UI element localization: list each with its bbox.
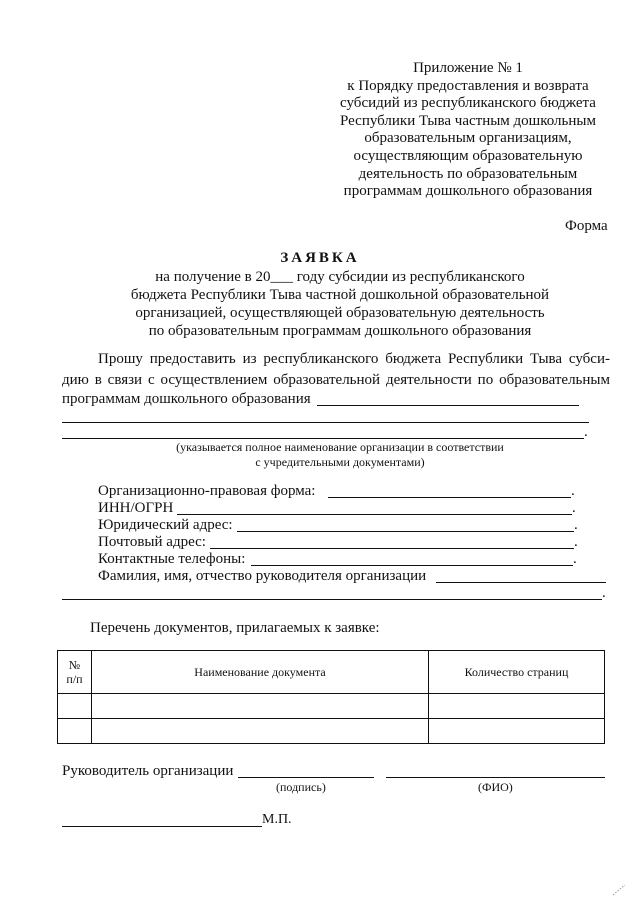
documents-heading: Перечень документов, прилагаемых к заявке: xyxy=(90,620,380,636)
phones-field[interactable] xyxy=(251,565,573,566)
head-signature-label: Руководитель организации xyxy=(62,763,234,779)
table-cell[interactable] xyxy=(58,694,92,719)
inn-ogrn-field[interactable] xyxy=(177,514,572,515)
appendix-line: образовательным организациям, xyxy=(364,130,572,147)
table-cell[interactable] xyxy=(429,719,605,744)
period: . xyxy=(574,534,578,550)
document-subtitle xyxy=(120,268,560,340)
subtitle-line: на получение в 20___ году субсидии из республиканского xyxy=(155,269,525,285)
subtitle-line: по образовательным программам дошкольного образования xyxy=(148,323,532,339)
appendix-block xyxy=(318,60,618,201)
postal-address-field[interactable] xyxy=(210,548,574,549)
legal-form-label: Организационно-правовая форма: xyxy=(98,483,316,499)
col-number-header xyxy=(58,651,92,694)
period: . xyxy=(584,424,588,440)
appendix-line: Приложение № 1 xyxy=(413,60,523,76)
appendix-line: Республики Тыва частным дошкольным xyxy=(340,112,596,129)
appendix-line: осуществляющим образовательную xyxy=(353,147,583,164)
period: . xyxy=(571,483,575,499)
postal-address-label: Почтовый адрес: xyxy=(98,534,206,550)
stamp-line[interactable] xyxy=(62,826,262,827)
form-label: Форма xyxy=(565,218,608,234)
table-row xyxy=(58,719,605,744)
col-pages-header: Количество страниц xyxy=(429,651,605,694)
subtitle-line: организацией, осуществляющей образовательную деятельность xyxy=(135,305,545,321)
appendix-line: субсидий из республиканского бюджета xyxy=(340,95,596,112)
stamp-label: М.П. xyxy=(262,812,292,827)
col-number-abbr: п/п xyxy=(66,672,83,686)
appendix-line: программам дошкольного образования xyxy=(343,183,593,200)
legal-address-field[interactable] xyxy=(237,531,574,532)
org-name-note xyxy=(130,440,550,470)
note-line: с учредительными документами) xyxy=(255,455,425,469)
request-line-3: программам дошкольного образования xyxy=(62,391,311,407)
org-name-line[interactable] xyxy=(317,405,579,406)
col-number-symbol: № xyxy=(68,658,81,672)
inn-ogrn-label: ИНН/ОГРН xyxy=(98,500,174,516)
org-name-line[interactable] xyxy=(62,438,584,439)
appendix-line: к Порядку предоставления и возврата xyxy=(347,77,589,94)
col-name-header: Наименование документа xyxy=(92,651,429,694)
period: . xyxy=(572,500,576,516)
table-cell[interactable] xyxy=(92,694,429,719)
period: . xyxy=(573,551,577,567)
scan-mark-icon xyxy=(612,884,626,896)
note-line: (указывается полное наименование организации в соответствии xyxy=(176,440,504,454)
subtitle-line: бюджета Республики Тыва частной дошкольной образовательной xyxy=(130,287,550,303)
legal-form-field[interactable] xyxy=(328,497,571,498)
fio-field[interactable] xyxy=(386,777,605,778)
table-cell[interactable] xyxy=(429,694,605,719)
signature-field[interactable] xyxy=(238,777,374,778)
head-name-label: Фамилия, имя, отчество руководителя организации xyxy=(98,568,427,584)
fio-caption: (ФИО) xyxy=(478,780,513,794)
head-name-field[interactable] xyxy=(62,599,602,600)
head-name-field[interactable] xyxy=(436,582,606,583)
table-cell[interactable] xyxy=(58,719,92,744)
request-line-1: Прошу предоставить из республиканского бюджета Республики Тыва субси- xyxy=(98,351,610,367)
phones-label: Контактные телефоны: xyxy=(98,551,246,567)
org-name-line[interactable] xyxy=(62,422,589,423)
table-header-row xyxy=(58,651,605,694)
appendix-line: деятельность по образовательным xyxy=(358,165,578,182)
period: . xyxy=(602,585,606,601)
signature-caption: (подпись) xyxy=(276,780,326,794)
legal-address-label: Юридический адрес: xyxy=(98,517,233,533)
document-title: ЗАЯВКА xyxy=(280,250,360,266)
table-row xyxy=(58,694,605,719)
documents-table xyxy=(57,650,605,744)
table-cell[interactable] xyxy=(92,719,429,744)
period: . xyxy=(574,517,578,533)
request-line-2: дию в связи с осуществлением образовательной деятельности по образовательным xyxy=(62,372,610,388)
